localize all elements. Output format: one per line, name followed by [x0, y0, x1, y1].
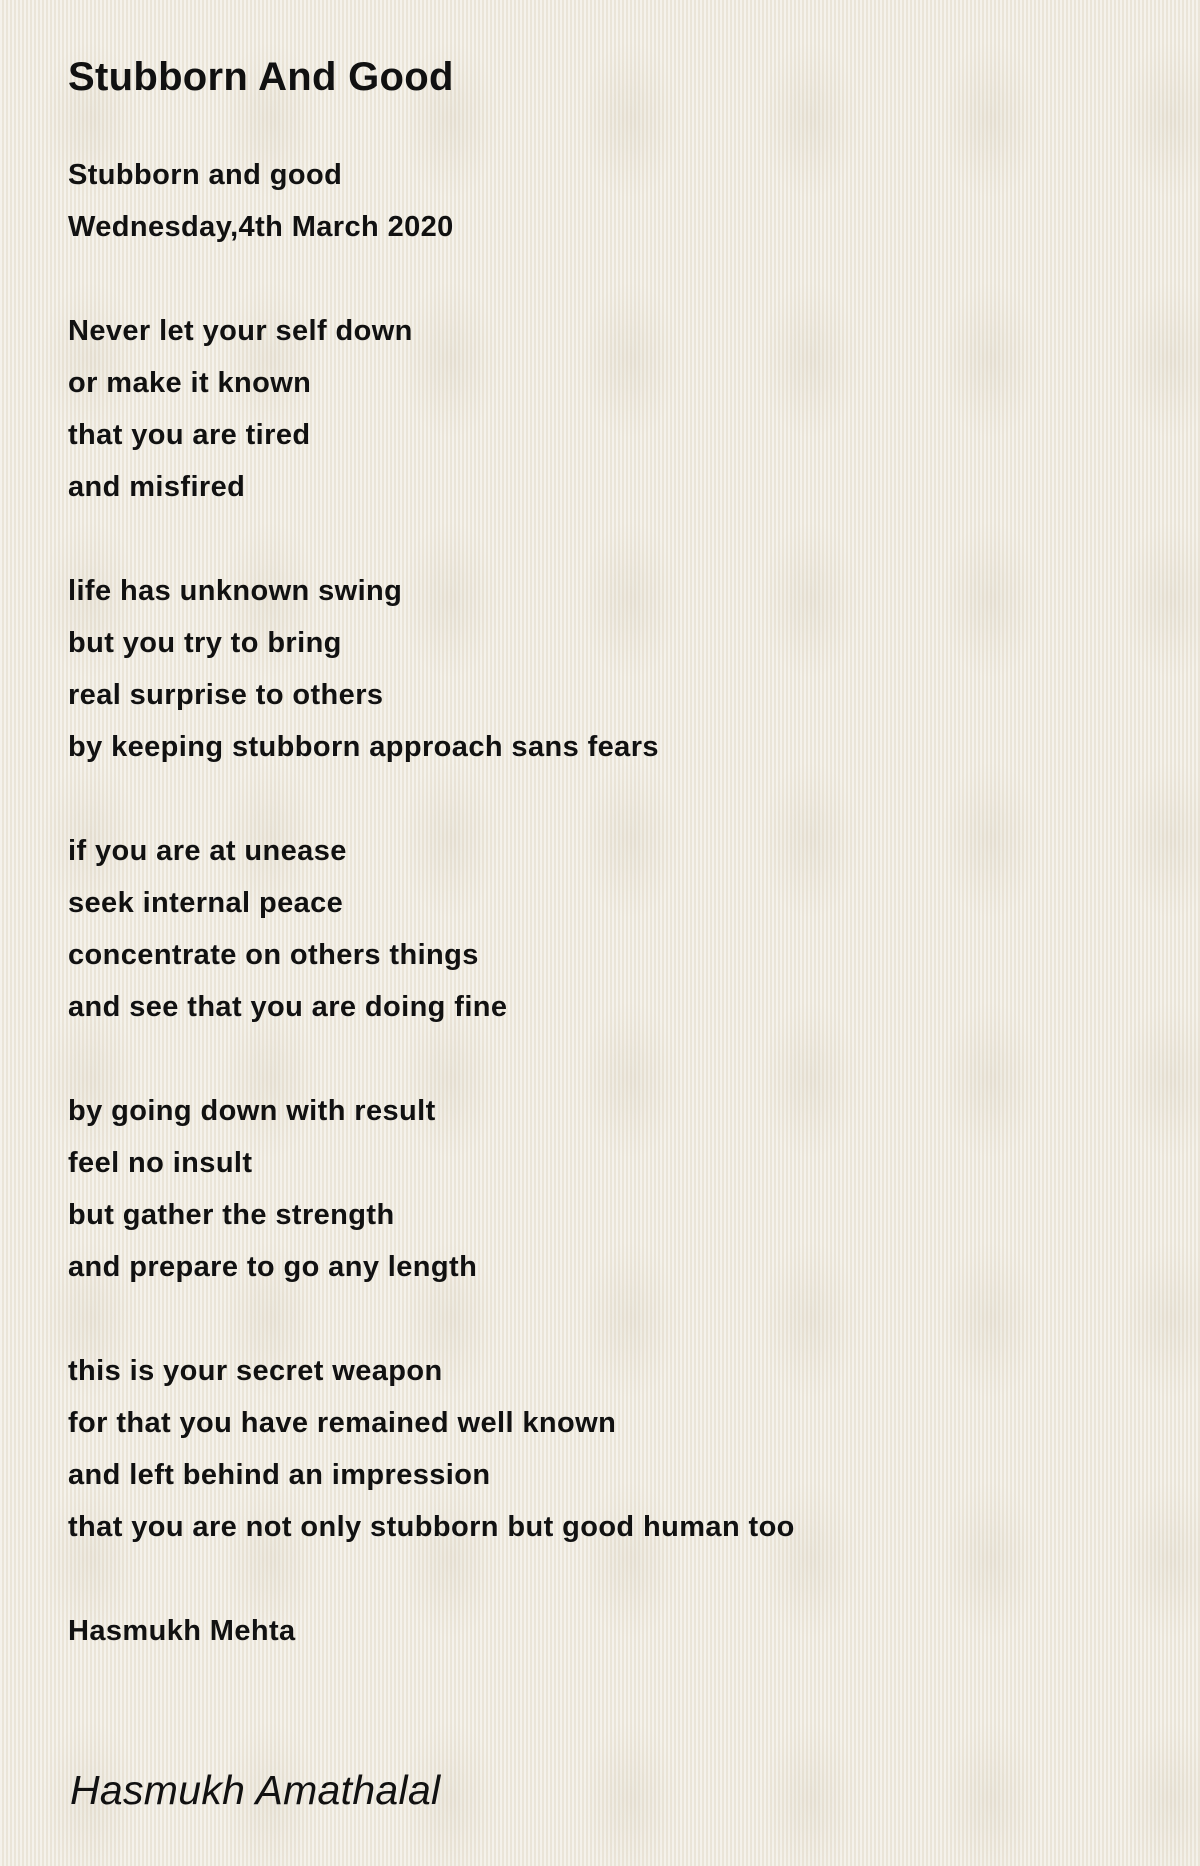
poem-line: this is your secret weapon [68, 1355, 443, 1387]
poem-line: life has unknown swing [68, 575, 403, 607]
poem-line: that you are tired [68, 419, 311, 451]
poem-line: and left behind an impression [68, 1459, 491, 1491]
poem-line: real surprise to others [68, 679, 384, 711]
poem-line: Stubborn and good [68, 159, 343, 191]
poem-line [68, 513, 1148, 565]
poem-line: but you try to bring [68, 627, 342, 659]
poem-line [68, 773, 1148, 825]
poem-title: Stubborn And Good [68, 55, 454, 99]
poem-body [68, 149, 1148, 1657]
poem-line: for that you have remained well known [68, 1407, 617, 1439]
poem-line: by going down with result [68, 1095, 436, 1127]
poem-line [68, 1293, 1148, 1345]
poem-line [68, 253, 1148, 305]
poem-line: Wednesday,4th March 2020 [68, 211, 454, 243]
poem-line: Never let your self down [68, 315, 413, 347]
poem-line: or make it known [68, 367, 312, 399]
poem-line [68, 1033, 1148, 1085]
poem-line: Hasmukh Mehta [68, 1615, 296, 1647]
poem-line: and misfired [68, 471, 246, 503]
poem-line: and see that you are doing fine [68, 991, 508, 1023]
poem-line: concentrate on others things [68, 939, 479, 971]
poem-line [68, 1553, 1148, 1605]
poem-line: by keeping stubborn approach sans fears [68, 731, 659, 763]
poem-line: if you are at unease [68, 835, 347, 867]
poem-line: that you are not only stubborn but good human too [68, 1511, 795, 1543]
poem-line: but gather the strength [68, 1199, 395, 1231]
poem-line: seek internal peace [68, 887, 344, 919]
poem-line: feel no insult [68, 1147, 253, 1179]
poem-line: and prepare to go any length [68, 1251, 478, 1283]
poet-signature: Hasmukh Amathalal [70, 1767, 441, 1813]
